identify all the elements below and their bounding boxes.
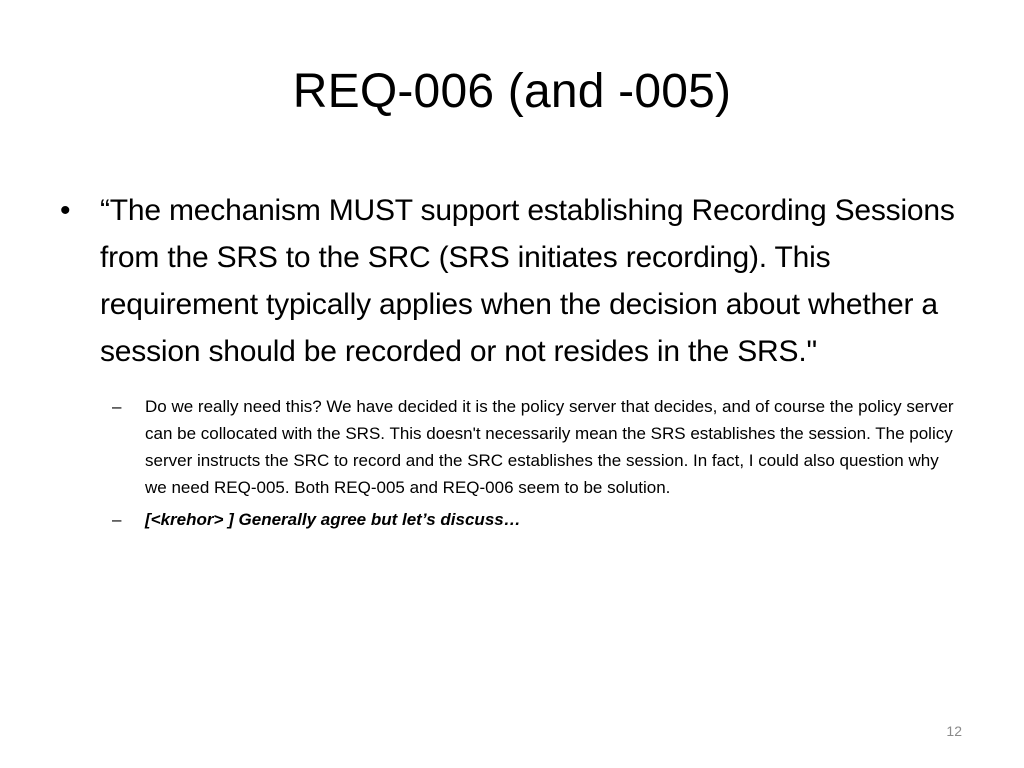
slide-title: REQ-006 (and -005): [292, 65, 732, 118]
sub-bullet-text: Do we really need this? We have decided it is the policy server that decides, and of course the policy server can be collocated with the SRS. This doesn't necessarily mean the SRS establishes the session. The policy server instructs the SRC to record and the SRC establishes the session. In fact, I could also question why we need REQ-005. Both REQ-005 and REQ-006 seem to be solution.: [145, 397, 954, 497]
slide-body: [60, 187, 960, 538]
bullet-item: [60, 187, 960, 375]
dash-icon: –: [112, 397, 122, 416]
sub-bullet-text-comment: [<krehor> ] Generally agree but let’s discuss…: [145, 510, 521, 529]
dash-icon: –: [112, 510, 122, 529]
sub-bullet-list: [112, 393, 960, 533]
sub-bullet-item: [112, 393, 960, 501]
slide-number: 12: [946, 723, 962, 739]
sub-bullet-item: [112, 506, 960, 533]
bullet-icon: •: [60, 194, 71, 227]
bullet-text: “The mechanism MUST support establishing Recording Sessions from the SRS to the SRC (SRS initiates recording). This requirement typically applies when the decision about whether a session should be recorded or not resides in the SRS.": [100, 194, 955, 368]
